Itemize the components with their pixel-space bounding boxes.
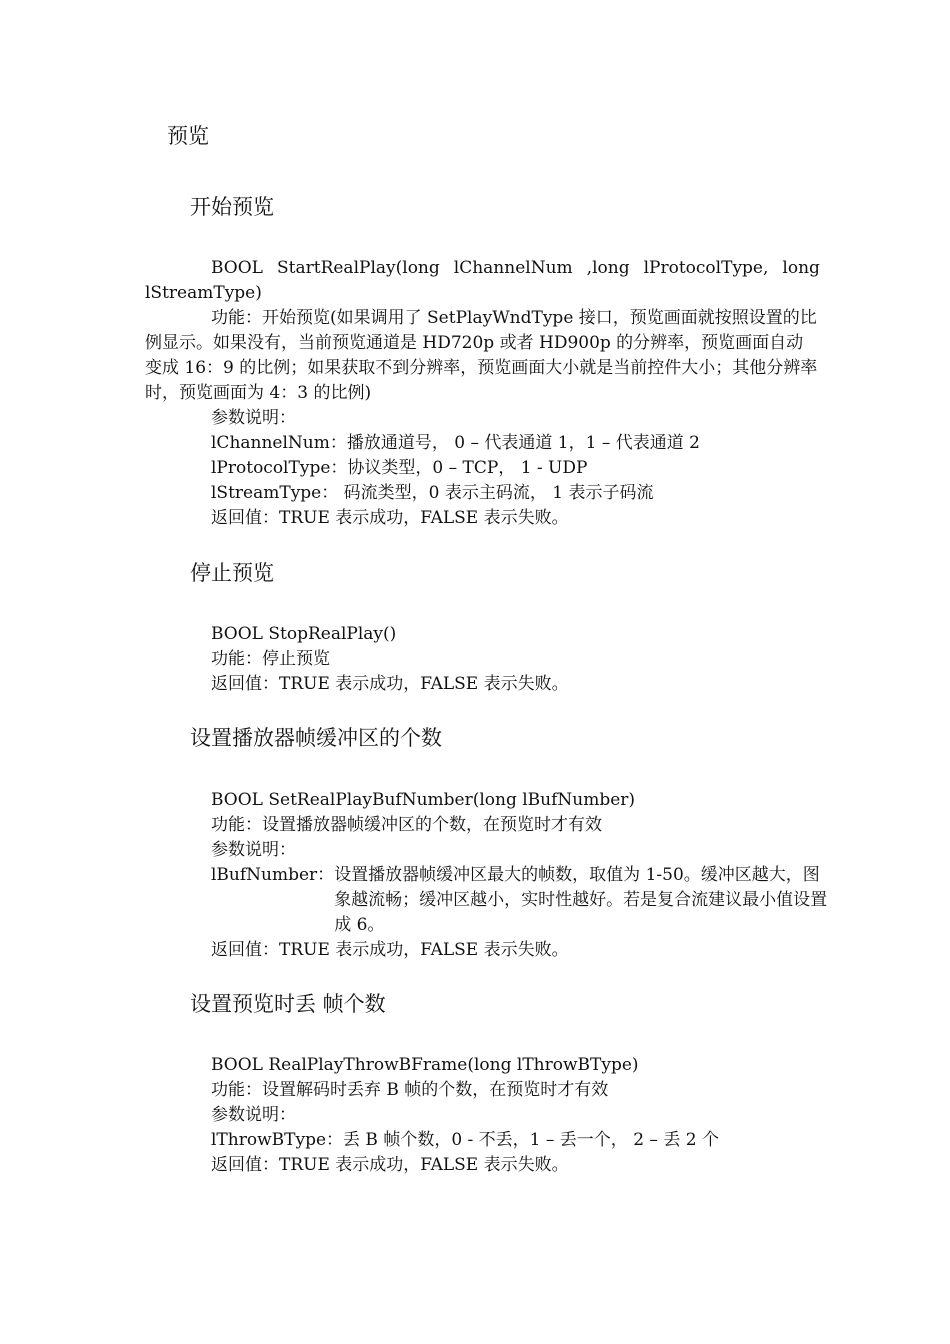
- section-heading-start-preview: 开始预览: [190, 195, 274, 219]
- signature-token: BOOL: [211, 258, 263, 278]
- param-key: lBufNumber：: [211, 865, 335, 885]
- signature-token: ,long: [586, 258, 630, 278]
- param-item: lStreamType： 码流类型，0 表示主码流， 1 表示子码流: [211, 483, 654, 503]
- return-value: 返回值：TRUE 表示成功，FALSE 表示失败。: [211, 674, 569, 694]
- param-item: lChannelNum：播放通道号， 0 – 代表通道 1，1 – 代表通道 2: [211, 433, 700, 453]
- function-description-text: 功能：开始预览(如果调用了 SetPlayWndType 接口，预览画面就按照设置的比例显示。如果没有，当前预览通道是 HD720p 或者 HD900p 的分辨率，预览画面自动变成 16：9 的比例；如果获取不到分辨率，预览画面大小就是当前控件大小；其他分辨率时，预览画面为 4：3 的比例): [145, 308, 818, 403]
- params-label: 参数说明：: [211, 408, 296, 428]
- return-value: 返回值：TRUE 表示成功，FALSE 表示失败。: [211, 940, 569, 960]
- signature-token: lChannelNum: [453, 258, 573, 278]
- section-heading-throw-b-frame: 设置预览时丢 帧个数: [190, 992, 386, 1016]
- params-label: 参数说明：: [211, 1105, 296, 1125]
- function-signature-real-play-throw-b-frame: BOOL RealPlayThrowBFrame(long lThrowBType): [211, 1055, 639, 1075]
- function-signature-continuation: lStreamType): [145, 283, 262, 303]
- function-description: 功能：设置解码时丢弃 B 帧的个数，在预览时才有效: [211, 1080, 609, 1100]
- section-heading-set-buffer-number: 设置播放器帧缓冲区的个数: [190, 726, 442, 750]
- param-item: lProtocolType：协议类型，0 – TCP， 1 - UDP: [211, 458, 588, 478]
- signature-token: StartRealPlay(long: [277, 258, 440, 278]
- function-signature-stop-real-play: BOOL StopRealPlay(): [211, 624, 397, 644]
- param-value: 设置播放器帧缓冲区最大的帧数，取值为 1-50。缓冲区越大，图象越流畅；缓冲区越小，实时性越好。若是复合流建议最小值设置成 6。: [334, 865, 828, 935]
- params-label: 参数说明：: [211, 840, 296, 860]
- section-heading-stop-preview: 停止预览: [190, 561, 274, 585]
- return-value: 返回值：TRUE 表示成功，FALSE 表示失败。: [211, 508, 569, 528]
- function-description: [145, 306, 820, 406]
- page-title: 预览: [167, 124, 209, 148]
- signature-token: lProtocolType,: [643, 258, 769, 278]
- function-description: 功能：停止预览: [211, 649, 330, 669]
- function-signature-start-real-play: [211, 256, 820, 281]
- function-description: 功能：设置播放器帧缓冲区的个数，在预览时才有效: [211, 815, 602, 835]
- function-signature-set-real-play-buf-number: BOOL SetRealPlayBufNumber(long lBufNumber): [211, 790, 636, 810]
- signature-token: long: [782, 258, 820, 278]
- param-item: [211, 863, 832, 938]
- return-value: 返回值：TRUE 表示成功，FALSE 表示失败。: [211, 1155, 569, 1175]
- param-item: lThrowBType：丢 B 帧个数，0 - 不丢，1 – 丢一个， 2 – 丢 2 个: [211, 1130, 719, 1150]
